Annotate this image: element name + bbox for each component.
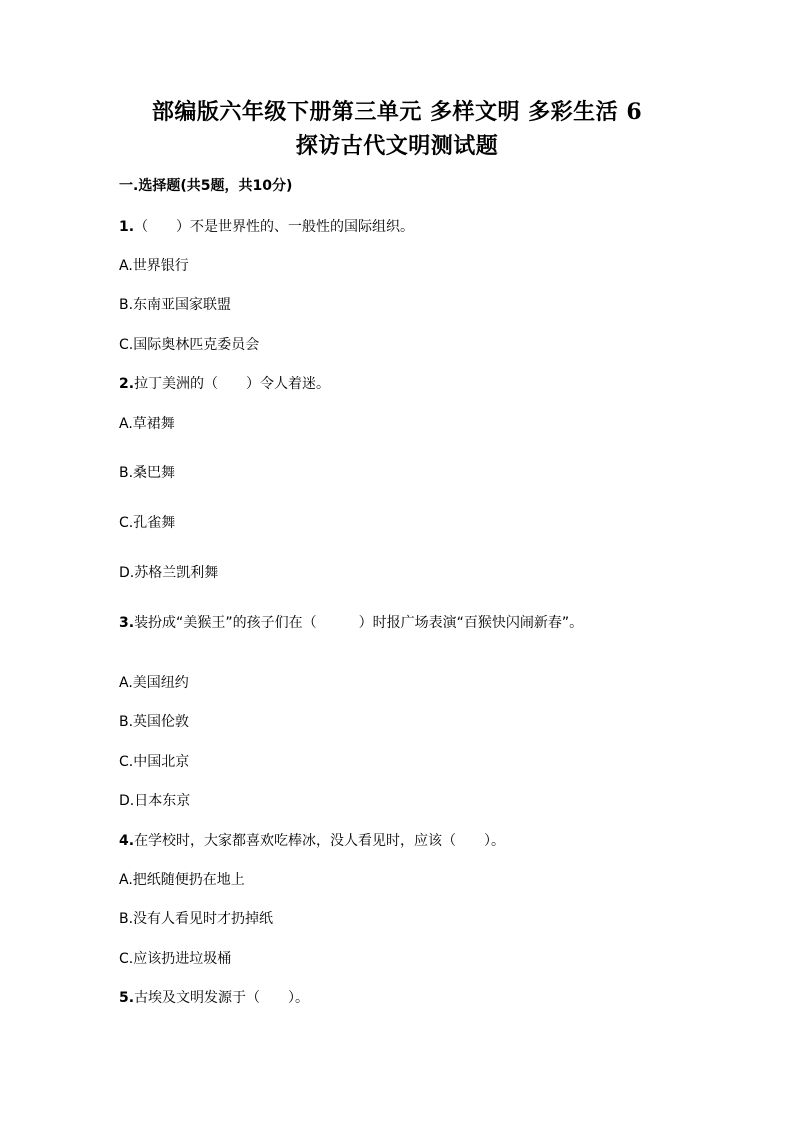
question-number: 5. bbox=[119, 990, 135, 1006]
question-2 bbox=[119, 372, 330, 396]
question-4 bbox=[119, 829, 505, 853]
option: A.把纸随便扔在地上 bbox=[119, 872, 245, 888]
question-text: 古埃及文明发源于（ ）。 bbox=[134, 990, 310, 1006]
option: D.苏格兰凯利舞 bbox=[119, 565, 219, 581]
option: D.日本东京 bbox=[119, 793, 191, 809]
question-number: 1. bbox=[119, 219, 135, 235]
option: A.美国纽约 bbox=[119, 675, 189, 691]
option: C.国际奥林匹克委员会 bbox=[119, 337, 260, 353]
question-3 bbox=[119, 611, 639, 635]
title-line-1: 部编版六年级下册第三单元 多样文明 多彩生活 6 bbox=[151, 99, 643, 125]
question-number: 4. bbox=[119, 833, 135, 849]
question-text: 装扮成“美猴王”的孩子们在（ ）时报广场表演“百猴快闪闹新春”。 bbox=[134, 615, 584, 631]
question-text: 拉丁美洲的（ ）令人着迷。 bbox=[134, 376, 331, 392]
question-1 bbox=[119, 215, 414, 239]
option: A.世界银行 bbox=[119, 258, 189, 274]
question-number: 3. bbox=[119, 615, 135, 631]
question-5 bbox=[119, 986, 309, 1010]
option: A.草裙舞 bbox=[119, 416, 175, 432]
option: C.中国北京 bbox=[119, 754, 190, 770]
option: B.英国伦敦 bbox=[119, 714, 190, 730]
option: B.没有人看见时才扔掉纸 bbox=[119, 911, 274, 927]
title-line-2: 探访古代文明测试题 bbox=[295, 133, 499, 159]
question-number: 2. bbox=[119, 376, 135, 392]
section-heading: 一.选择题(共5题，共10分) bbox=[119, 178, 293, 194]
question-text: 在学校时，大家都喜欢吃棒冰，没人看见时，应该（ ）。 bbox=[134, 833, 506, 849]
option: B.东南亚国家联盟 bbox=[119, 297, 232, 313]
option: C.孔雀舞 bbox=[119, 515, 176, 531]
option: B.桑巴舞 bbox=[119, 465, 176, 481]
page-title bbox=[100, 95, 694, 163]
option: C.应该扔进垃圾桶 bbox=[119, 951, 232, 967]
question-text: （ ）不是世界性的、一般性的国际组织。 bbox=[134, 219, 415, 235]
